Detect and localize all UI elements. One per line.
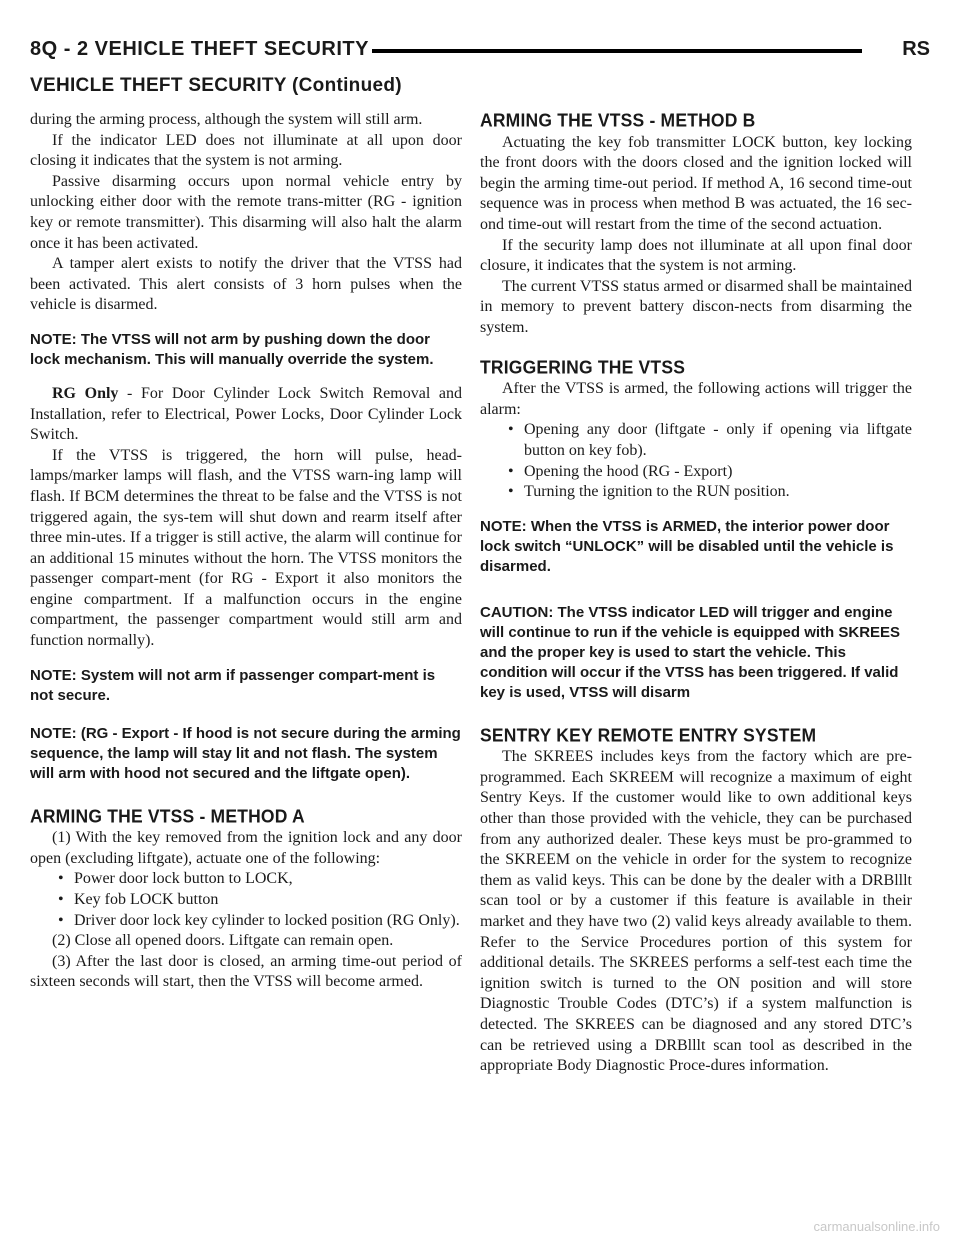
rg-only-label: RG Only — [52, 384, 119, 402]
paragraph: during the arming process, although the system will still arm. — [30, 111, 423, 128]
bullet-icon: • — [508, 483, 514, 501]
list-item: • Opening the hood (RG - Export) — [480, 462, 912, 483]
paragraph: Passive disarming occurs upon normal vehicle entry by unlocking either door with the remote trans-mitter (RG - ignition key or remote transmitter). This disarming will also halt the alarm once it has been activated. — [30, 172, 462, 252]
continued-title: VEHICLE THEFT SECURITY (Continued) — [30, 75, 402, 96]
list-item: • Key fob LOCK button — [30, 890, 462, 911]
paragraph: A tamper alert exists to notify the driver that the VTSS had been activated. This alert consists of 3 horn pulses when the vehicle is disarmed. — [30, 255, 462, 314]
paragraph-text: - For Door Cylinder Lock Switch Removal and Installation, refer to Electrical, Power Locks, Door Cylinder Lock Switch. — [30, 384, 462, 444]
list-item: • Opening any door (liftgate - only if opening via liftgate button on key fob). — [508, 421, 912, 459]
bullet-icon: • — [508, 421, 514, 439]
section-heading: ARMING THE VTSS - METHOD A — [30, 804, 305, 827]
paragraph — [30, 384, 462, 446]
header-rule — [372, 49, 862, 53]
caution-block: CAUTION: The VTSS indicator LED will trigger and engine will continue to run if the vehicle is equipped with SKREES and the proper key is used to start the vehicle. This condition will occur if the VTSS has been triggered. If valid key is used, VTSS will disarm — [480, 603, 901, 701]
left-column — [30, 110, 462, 993]
section-code: RS — [902, 38, 930, 60]
paragraph: Actuating the key fob transmitter LOCK button, key locking the front doors with the doors closed and the ignition locked will begin the arming time-out period. If method A, 16 second time-out sequence was in process when method B was actuated, the 16 sec-ond time-out will restart from the time of the second actuation. — [480, 133, 912, 233]
section-heading: TRIGGERING THE VTSS — [480, 355, 686, 378]
paragraph: If the security lamp does not illuminate at all upon final door closure, it indicates that the system is not arming. — [480, 236, 912, 275]
section-heading: ARMING THE VTSS - METHOD B — [480, 109, 756, 131]
paragraph: (1) With the key removed from the ignition lock and any door open (excluding liftgate), actuate one of the following: — [30, 829, 462, 867]
page-title: 8Q - 2 VEHICLE THEFT SECURITY — [30, 38, 369, 60]
note-block: NOTE: The VTSS will not arm by pushing down the door lock mechanism. This will manually override the system. — [30, 330, 434, 368]
note-block: NOTE: (RG - Export - If hood is not secure during the arming sequence, the lamp will stay lit and not flash. The system will arm with hood not secured and the liftgate open). — [30, 724, 461, 782]
section-heading: SENTRY KEY REMOTE ENTRY SYSTEM — [480, 723, 817, 746]
list-item: • Power door lock button to LOCK, — [30, 869, 462, 890]
paragraph: (3) After the last door is closed, an arming time-out period of sixteen seconds will start, then the VTSS will become armed. — [30, 952, 462, 991]
paragraph: If the VTSS is triggered, the horn will pulse, head-lamps/marker lamps will flash, and the VTSS warn-ing lamp will flash. If BCM determines the threat to be false and the VTSS is not triggered again, the sys-tem will shut down and rearm itself after three min-utes. If a trigger is still active, the alarm will continue for an additional 15 minutes without the horn. The VTSS monitors the passenger compart-ment (for RG - Export it also monitors the engine compartment. If a malfunction occurs in the engine compartment, the passenger compartment would still arm and function normally). — [30, 446, 462, 650]
paragraph: If the indicator LED does not illuminate at all upon door closing it indicates that the system is not arming. — [30, 131, 462, 170]
bullet-icon: • — [58, 870, 64, 888]
list-item: • Turning the ignition to the RUN position. — [480, 482, 912, 503]
paragraph: After the VTSS is armed, the following actions will trigger the alarm: — [480, 380, 912, 418]
bullet-icon: • — [58, 891, 64, 909]
bullet-icon: • — [508, 462, 514, 480]
note-block: NOTE: When the VTSS is ARMED, the interior power door lock switch “UNLOCK” will be disabled until the vehicle is disarmed. — [480, 517, 894, 575]
running-header — [20, 38, 940, 68]
watermark: carmanualsonline.info — [813, 1219, 940, 1234]
paragraph: The SKREES includes keys from the factory which are pre-programmed. Each SKREEM will recognize a maximum of eight Sentry Keys. If the customer would like to own additional keys other than those provided with the vehicle, they can be purchased from any authorized dealer. These keys must be pro-grammed to the SKREEM on the vehicle in order for the system to recognize them as valid keys. This can be done by the dealer with a DRBlllt scan tool or by a customer if this feature is available in their market and they have two (2) valid keys already available to them. Refer to the Service Procedures portion of this system for additional details. The SKREES performs a self-test each time the ignition switch is turned to the ON position and will store Diagnostic Trouble Codes (DTC’s) if a system malfunction is detected. The SKREES can be diagnosed and any stored DTC’s can be retrieved using a DRBlllt scan tool as described in the appropriate Body Diagnostic Proce-dures information. — [480, 748, 912, 1075]
paragraph: The current VTSS status armed or disarmed shall be maintained in memory to prevent battery discon-nects from disarming the system. — [480, 277, 912, 336]
list-item: • Driver door lock key cylinder to locked position (RG Only). — [30, 911, 462, 932]
paragraph: (2) Close all opened doors. Liftgate can remain open. — [52, 932, 394, 950]
note-block: NOTE: System will not arm if passenger compart-ment is not secure. — [30, 666, 436, 704]
right-column — [480, 110, 912, 1077]
bullet-icon: • — [58, 911, 64, 929]
